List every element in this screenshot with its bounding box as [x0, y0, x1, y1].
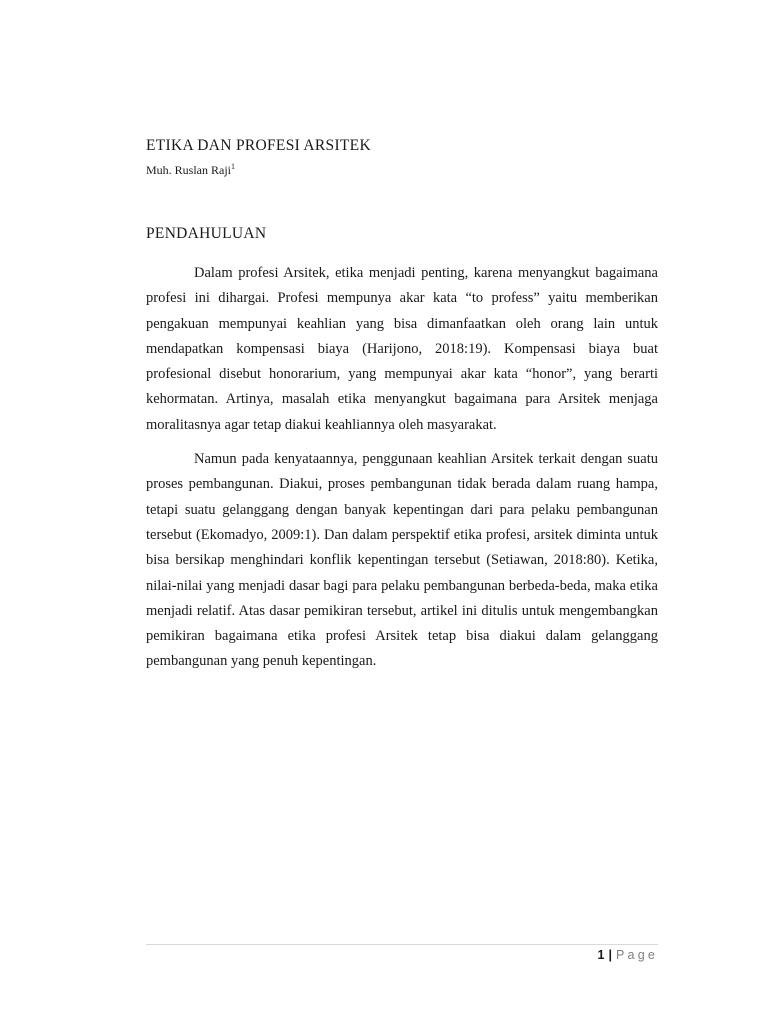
section-heading: PENDAHULUAN: [146, 225, 267, 242]
document-title: ETIKA DAN PROFESI ARSITEK: [146, 137, 371, 154]
page-footer: [146, 944, 658, 962]
paragraph-2: Namun pada kenyataannya, penggunaan keahlian Arsitek terkait dengan suatu proses pembangunan. Diakui, proses pembangunan tidak berada dalam ruang hampa, tetapi suatu gelanggang dengan banyak kepentingan dari para pelaku pembangunan tersebut (Ekomadyo, 2009:1). Dan dalam perspektif etika profesi, arsitek diminta untuk bisa bersikap menghindari konflik kepentingan tersebut (Setiawan, 2018:80). Ketika, nilai-nilai yang menjadi dasar bagi para pelaku pembangunan berbeda-beda, maka etika menjadi relatif. Atas dasar pemikiran tersebut, artikel ini ditulis untuk mengembangkan pemikiran bagaimana etika profesi Arsitek tetap bisa diakui dalam gelanggang pembangunan yang penuh kepentingan.: [146, 451, 658, 670]
author-footnote-mark: 1: [231, 162, 236, 171]
page-indicator: [598, 948, 658, 962]
page-word: Page: [616, 948, 658, 962]
author-line: [146, 162, 658, 178]
author-name: Muh. Ruslan Raji: [146, 163, 232, 177]
footer-separator: |: [608, 948, 612, 962]
page-number: 1: [597, 948, 605, 962]
paragraph-1: Dalam profesi Arsitek, etika menjadi penting, karena menyangkut bagaimana profesi ini dihargai. Profesi mempunya akar kata “to profess” yaitu memberikan pengakuan mempunyai keahlian yang bisa dimanfaatkan oleh orang lain untuk mendapatkan kompensasi biaya (Harijono, 2018:19). Kompensasi biaya buat profesional disebut honorarium, yang mempunyai akar kata “honor”, yang berarti kehormatan. Artinya, masalah etika menyangkut bagaimana para Arsitek menjaga moralitasnya agar tetap diakui keahliannya oleh masyarakat.: [146, 265, 658, 433]
page-content: [146, 136, 658, 675]
